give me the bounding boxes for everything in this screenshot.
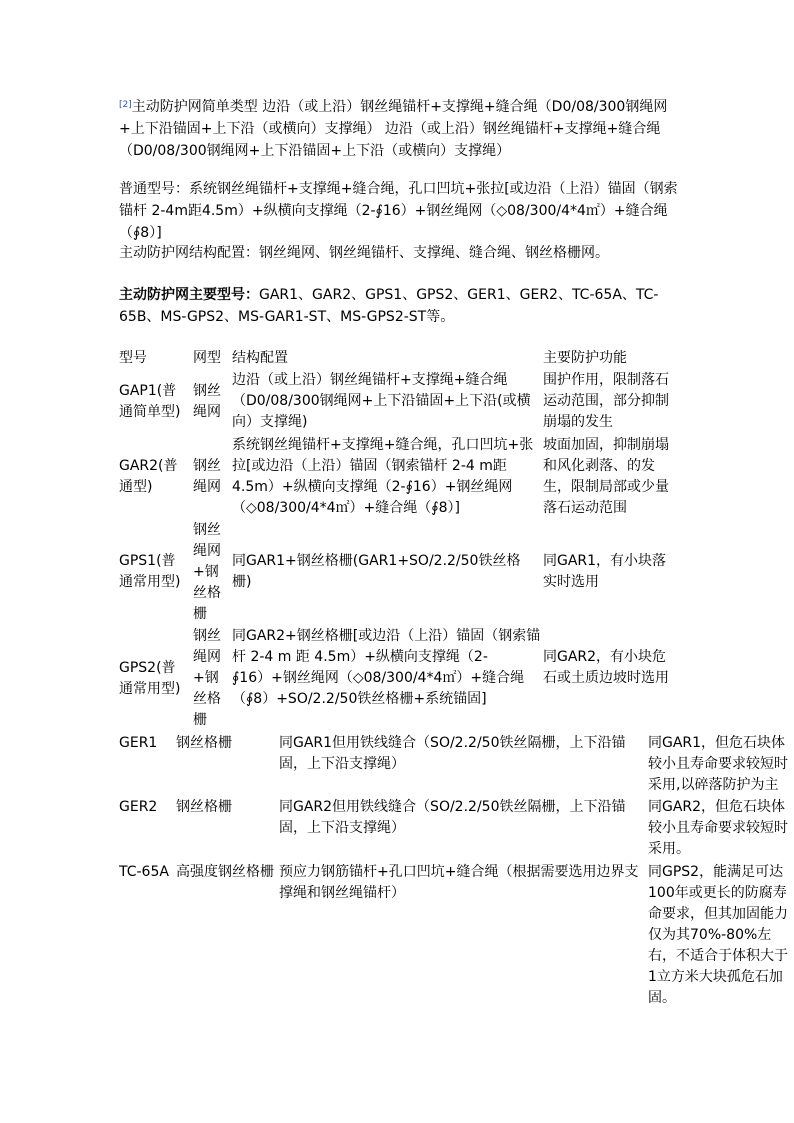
row-gps2-model: GPS2(普通常用型) (119, 660, 181, 697)
row-tc65a-net: 高强度钢丝格栅 (176, 864, 274, 880)
row-ger1-config: 同GAR1但用铁线缝合（SO/2.2/50铁丝隔栅，上下沿锚固，上下沿支撑绳） (279, 735, 626, 772)
row-ger2-net: 钢丝格栅 (176, 799, 232, 815)
normal-model-paragraph: 普通型号：系统钢丝绳锚杆+支撑绳+缝合绳，孔口凹坑+张拉[或边沿（上沿）锚固（钢索锚杆 2-4m距4.5m）+纵横向支撑绳（2-∮16）+钢丝绳网（◇08/300/4*4㎡）+缝合绳（∮8）] (119, 181, 678, 241)
row-ger1-function: 同GAR1，但危石块体较小且寿命要求较短时采用,以碎落防护为主 (648, 735, 788, 793)
row-gps2-function: 同GAR2，有小块危石或土质边坡时选用 (543, 649, 669, 686)
row-ger2-model: GER2 (119, 799, 158, 815)
row-ger2-config: 同GAR2但用铁线缝合（SO/2.2/50铁丝隔栅，上下沿锚固，上下沿支撑绳） (279, 799, 626, 836)
row-gap1-model: GAP1(普通简单型) (119, 383, 181, 420)
table-header-config: 结构配置 (232, 350, 288, 366)
row-ger1-net: 钢丝格栅 (176, 735, 232, 751)
row-gar2-net: 钢丝绳网 (193, 458, 221, 495)
main-models-paragraph (119, 284, 679, 328)
row-gps2-net: 钢丝绳网+钢丝格栅 (193, 628, 221, 728)
row-tc65a-model: TC-65A (119, 864, 169, 880)
row-gps1-net: 钢丝绳网+钢丝格栅 (193, 522, 221, 622)
row-gap1-net: 钢丝绳网 (193, 383, 221, 420)
table-header-function: 主要防护功能 (543, 350, 627, 366)
row-gps2-config: 同GAR2+钢丝格栅[或边沿（上沿）锚固（钢索锚杆 2-4 m 距 4.5m）+纵横向支撑绳（2-∮16）+钢丝绳网（◇08/300/4*4㎡）+缝合绳（∮8）+SO/2.2/50铁丝格栅+系统锚固] (232, 628, 541, 707)
row-gar2-function: 坡面加固，抑制崩塌和风化剥落、的发生，限制局部或少量落石运动范围 (543, 437, 669, 516)
intro-text: 主动防护网简单类型 边沿（或上沿）钢丝绳锚杆+支撑绳+缝合绳（D0/08/300钢绳网+上下沿锚固+上下沿（或横向）支撑绳） 边沿（或上沿）钢丝绳锚杆+支撑绳+缝合绳（D0/08/300钢绳网+上下沿锚固+上下沿（或横向）支撑绳） (119, 99, 668, 159)
row-gap1-function: 围护作用，限制落石运动范围，部分抑制崩塌的发生 (543, 372, 669, 430)
row-gap1-config: 边沿（或上沿）钢丝绳锚杆+支撑绳+缝合绳（D0/08/300钢绳网+上下沿锚固+上下沿(或横向）支撑绳) (232, 372, 531, 430)
row-tc65a-config: 预应力钢筋锚杆+孔口凹坑+缝合绳（根据需要选用边界支撑绳和钢丝绳锚杆） (279, 864, 639, 901)
row-gar2-config: 系统钢丝绳锚杆+支撑绳+缝合绳，孔口凹坑+张拉[或边沿（上沿）锚固（钢索锚杆 2-4 m距 4.5m）+纵横向支撑绳（2-∮16）+钢丝绳网（◇08/300/4*4㎡）+缝合绳（∮8）] (232, 437, 534, 516)
row-gar2-model: GAR2(普通型) (119, 458, 178, 495)
table-header-net: 网型 (193, 350, 221, 366)
row-tc65a-function: 同GPS2，能满足可达100年或更长的防腐寿命要求，但其加固能力仅为其70%-80%左右，不适合于体积大于1立方米大块孤危石加固。 (648, 864, 788, 1006)
row-gps1-model: GPS1(普通常用型) (119, 553, 181, 590)
row-gps1-function: 同GAR1，有小块落实时选用 (543, 553, 667, 590)
row-ger2-function: 同GAR2，但危石块体较小且寿命要求较短时采用。 (648, 799, 788, 857)
row-gps1-config: 同GAR1+钢丝格栅(GAR1+SO/2.2/50铁丝格栅) (232, 553, 521, 590)
table-header-model: 型号 (119, 350, 147, 366)
row-ger1-model: GER1 (119, 735, 158, 751)
reference-link[interactable]: [2] (119, 100, 132, 110)
main-models-text: GAR1、GAR2、GPS1、GPS2、GER1、GER2、TC-65A、TC-65B、MS-GPS2、MS-GAR1-ST、MS-GPS2-ST等。 (119, 287, 659, 325)
structure-paragraph: 主动防护网结构配置：钢丝绳网、钢丝绳锚杆、支撑绳、缝合绳、钢丝格栅网。 (119, 245, 609, 261)
main-models-label: 主动防护网主要型号： (119, 287, 259, 303)
intro-paragraph (119, 96, 679, 162)
